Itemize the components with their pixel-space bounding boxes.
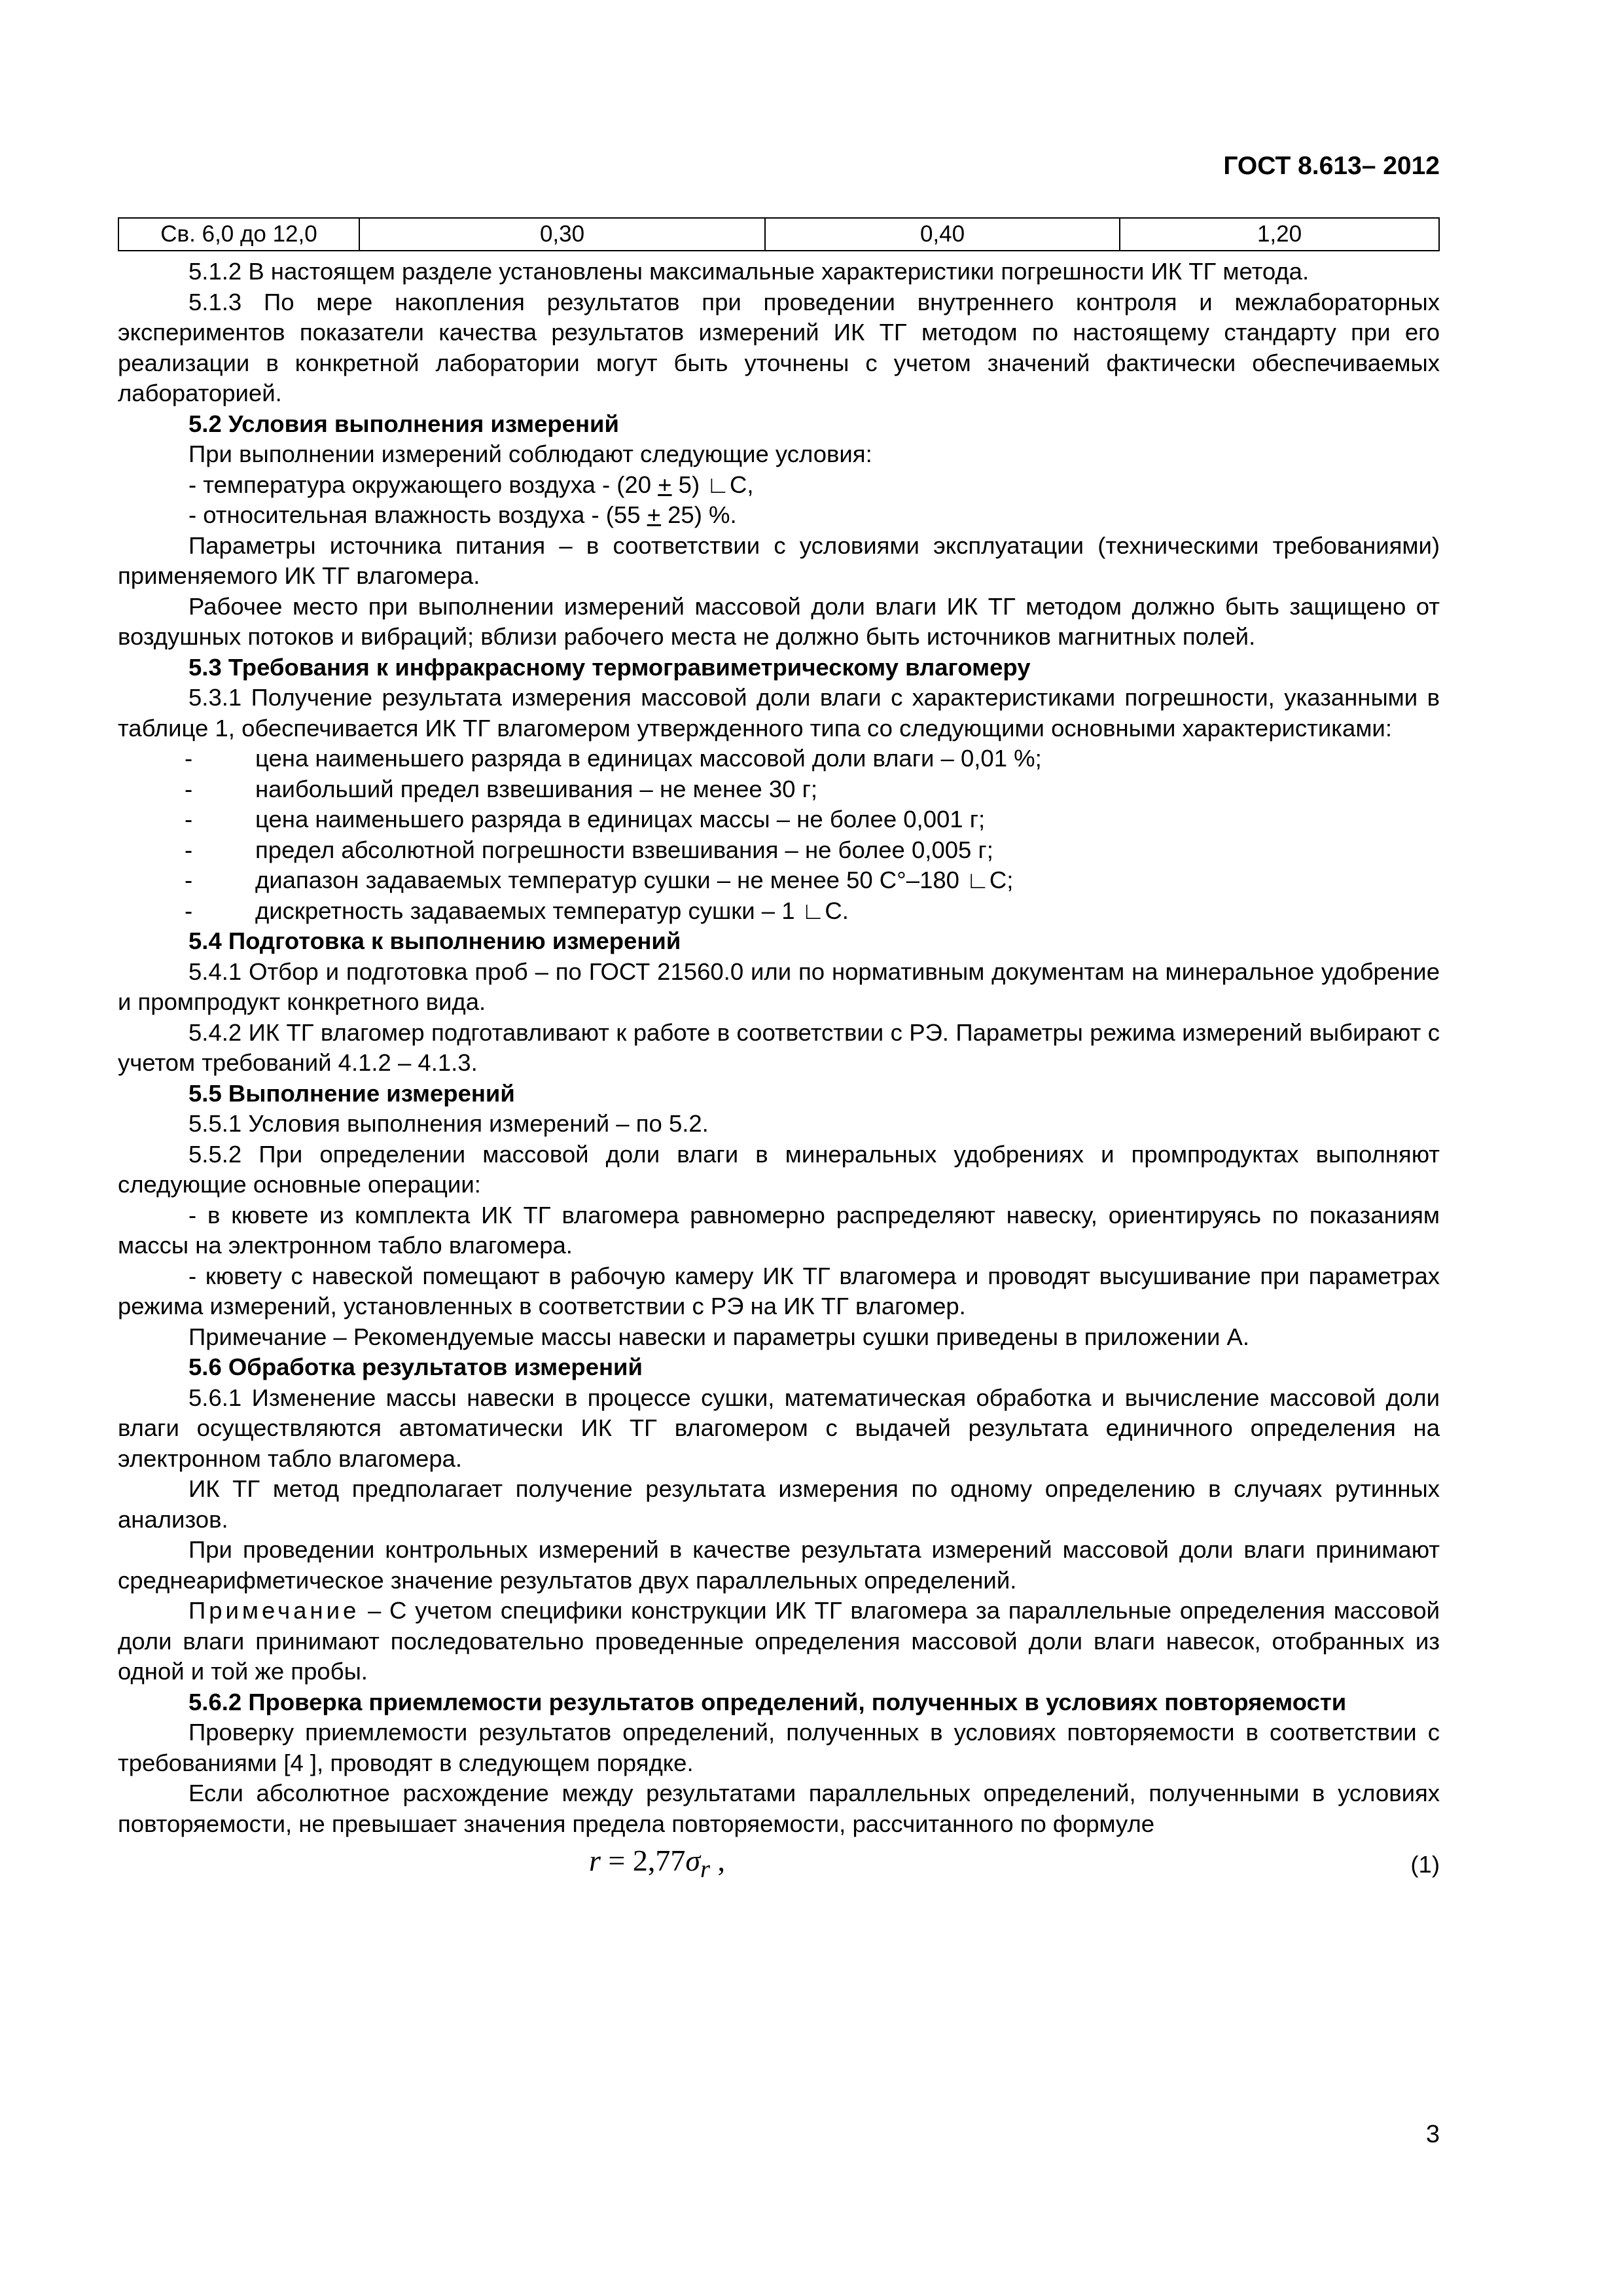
list-item-text: цена наименьшего разряда в единицах массы – не более 0,001 г;	[255, 806, 986, 833]
document-body	[118, 257, 1440, 1898]
paragraph-5-2-intro: При выполнении измерений соблюдают следующие условия:	[188, 440, 872, 467]
paragraph-5-3-1: 5.3.1 Получение результата измерения массовой доли влаги с характеристиками погрешности, указанными в таблице 1, обеспечивается ИК ТГ влагомером утвержденного типа со следующими основными характеристиками:	[118, 684, 1440, 742]
paragraph-workplace: Рабочее место при выполнении измерений массовой доли влаги ИК ТГ методом должно быть защищено от воздушных потоков и вибраций; вблизи рабочего места не должно быть источников магнитных полей.	[118, 592, 1440, 650]
paragraph-5-4-2: 5.4.2 ИК ТГ влагомер подготавливают к работе в соответствии с РЭ. Параметры режима измерений выбирают с учетом требований 4.1.2 – 4.1.3.	[118, 1018, 1440, 1076]
list-item	[118, 774, 1440, 805]
paragraph-5-6-1: 5.6.1 Изменение массы навески в процессе сушки, математическая обработка и вычисление массовой доли влаги осуществляются автоматически ИК ТГ влагомером с выдачей результата единичного определения на электронном табло влагомера.	[118, 1384, 1440, 1472]
note-text: – С учетом специфики конструкции ИК ТГ влагомера за параллельные определения массовой доли влаги принимают последовательно проведенные определения массовой доли влаги навесок, отобранных из одной и той же пробы.	[118, 1597, 1440, 1685]
heading-5-5: 5.5 Выполнение измерений	[188, 1079, 515, 1107]
list-dash: -	[185, 867, 193, 893]
list-dash: -	[185, 775, 193, 802]
heading-5-6: 5.6 Обработка результатов измерений	[188, 1354, 643, 1380]
list-item-text: наибольший предел взвешивания – не менее 30 г;	[255, 775, 818, 802]
list-dash: -	[185, 806, 193, 833]
list-item	[118, 896, 1440, 927]
page-number: 3	[1425, 2121, 1440, 2148]
formula-variable-r: r	[589, 1844, 601, 1877]
formula-comma: ,	[709, 1844, 725, 1877]
text-fragment: 5) ∟C,	[671, 471, 754, 498]
list-dash: -	[185, 897, 193, 924]
paragraph-5-5-1: 5.5.1 Условия выполнения измерений – по 5.2.	[188, 1110, 709, 1137]
paragraph-5-6-2-a: Проверку приемлемости результатов определений, полученных в условиях повторяемости в соответствии с требованиями [4 ], проводят в следующем порядке.	[118, 1719, 1440, 1776]
paragraph-control-measurements: При проведении контрольных измерений в качестве результата измерений массовой доли влаги принимают среднеарифметическое значение результатов двух параллельных определений.	[118, 1536, 1440, 1594]
table-cell-value-3: 1,20	[1120, 218, 1439, 251]
table-cell-range: Св. 6,0 до 12,0	[118, 218, 359, 251]
formula-sigma: σ	[685, 1844, 701, 1877]
heading-5-6-2: 5.6.2 Проверка приемлемости результатов определений, полученных в условиях повторяемости	[188, 1688, 1347, 1715]
paragraph-5-1-2: 5.1.2 В настоящем разделе установлены максимальные характеристики погрешности ИК ТГ метода.	[188, 258, 1310, 285]
formula-subscript: r	[700, 1856, 710, 1884]
table-cell-value-1: 0,30	[359, 218, 765, 251]
list-item-text: цена наименьшего разряда в единицах массовой доли влаги – 0,01 %;	[255, 745, 1042, 772]
table-cell-value-2: 0,40	[765, 218, 1120, 251]
condition-humidity	[118, 500, 1440, 531]
list-dash: -	[185, 745, 193, 772]
formula-expression	[589, 1846, 725, 1885]
list-item	[118, 744, 1440, 774]
note-annex-a: Примечание – Рекомендуемые массы навески и параметры сушки приведены в приложении А.	[188, 1323, 1250, 1350]
note-parallel-determinations	[118, 1596, 1440, 1687]
list-item	[118, 865, 1440, 896]
paragraph-power-source: Параметры источника питания – в соответствии с условиями эксплуатации (техническими требованиями) применяемого ИК ТГ влагомера.	[118, 531, 1440, 589]
text-fragment: - относительная влажность воздуха - (55	[188, 501, 647, 528]
paragraph-5-6-2-b: Если абсолютное расхождение между результатами параллельных определений, полученными в условиях повторяемости, не превышает значения предела повторяемости, рассчитанного по формуле	[118, 1780, 1440, 1837]
list-item-text: диапазон задаваемых температур сушки – не менее 50 С°–180 ∟С;	[255, 867, 1014, 893]
formula-equals-coefficient: = 2,77	[600, 1844, 686, 1877]
list-item-text: предел абсолютной погрешности взвешивания – не более 0,005 г;	[255, 836, 993, 863]
paragraph-operation-1: - в кювете из комплекта ИК ТГ влагомера равномерно распределяют навеску, ориентируясь по показаниям массы на электронном табло влагомера.	[118, 1201, 1440, 1259]
paragraph-5-1-3: 5.1.3 По мере накопления результатов при проведении внутреннего контроля и межлабораторных экспериментов показатели качества результатов измерений ИК ТГ методом по настоящему стандарту при его реализации в конкретной лаборатории могут быть уточнены с учетом значений фактически обеспечиваемых лабораторией.	[118, 288, 1440, 406]
paragraph-5-4-1: 5.4.1 Отбор и подготовка проб – по ГОСТ 21560.0 или по нормативным документам на минеральное удобрение и промпродукт конкретного вида.	[118, 958, 1440, 1015]
paragraph-operation-2: - кювету с навеской помещают в рабочую камеру ИК ТГ влагомера и проводят высушивание при параметрах режима измерений, установленных в соответствии с РЭ на ИК ТГ влагомер.	[118, 1262, 1440, 1319]
formula-1	[118, 1846, 1440, 1898]
heading-5-3: 5.3 Требования к инфракрасному термогравиметрическому влагомеру	[188, 653, 1031, 681]
condition-temperature	[118, 470, 1440, 501]
heading-5-2: 5.2 Условия выполнения измерений	[188, 410, 619, 437]
list-item	[118, 804, 1440, 835]
plus-minus-sign: +	[658, 471, 672, 498]
list-item-text: дискретность задаваемых температур сушки – 1 ∟С.	[255, 897, 849, 924]
text-fragment: - температура окружающего воздуха - (20	[188, 471, 658, 498]
list-dash: -	[185, 836, 193, 863]
heading-5-4: 5.4 Подготовка к выполнению измерений	[188, 927, 681, 954]
paragraph-5-5-2: 5.5.2 При определении массовой доли влаги в минеральных удобрениях и промпродуктах выполняют следующие основные операции:	[118, 1140, 1440, 1198]
paragraph-routine-analysis: ИК ТГ метод предполагает получение результата измерения по одному определению в случаях рутинных анализов.	[118, 1475, 1440, 1533]
note-label: Примечание	[188, 1597, 360, 1624]
document-code: ГОСТ 8.613– 2012	[1223, 152, 1440, 180]
table-row	[118, 218, 1439, 251]
plus-minus-sign: +	[647, 501, 661, 528]
text-fragment: 25) %.	[660, 501, 737, 528]
list-item	[118, 835, 1440, 866]
formula-number: (1)	[1410, 1851, 1440, 1878]
table-continuation	[118, 217, 1440, 251]
